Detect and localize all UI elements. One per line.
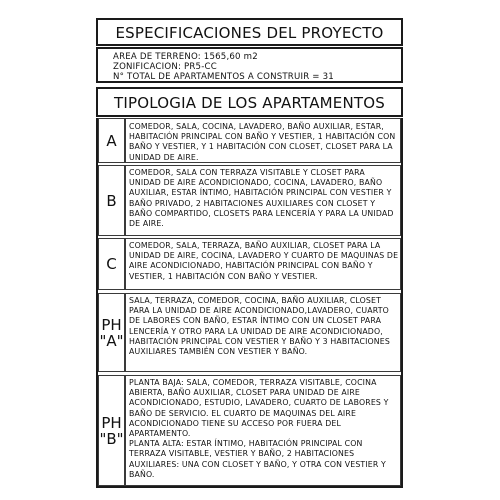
project-specs-title: ESPECIFICACIONES DEL PROYECTO [115, 24, 384, 42]
total-apartments-line: N° TOTAL DE APARTAMENTOS A CONSTRUIR = 31 [113, 72, 334, 82]
row-a-description [129, 122, 399, 163]
row-b-label: B [106, 191, 117, 210]
row-ph-b-label: PH "B" [99, 413, 124, 448]
row-c-description [129, 241, 399, 282]
project-specs-lines [113, 52, 334, 82]
row-ph-b-description [129, 378, 399, 480]
row-a-description-text: COMEDOR, SALA, COCINA, LAVADERO, BAÑO AUXILIAR, ESTAR, HABITACIÓN PRINCIPAL CON BAÑO Y VESTIER, 1 HABITACIÓN CON BAÑO Y VESTIER, Y 1 HABITACIÓN CON CLOSET, CLOSET PARA LA UNIDAD DE AIRE. [129, 122, 396, 162]
row-ph-a-description-text: SALA, TERRAZA, COMEDOR, COCINA, BAÑO AUXILIAR, CLOSET PARA LA UNIDAD DE AIRE ACONDICIONADO,LAVADERO, CUARTO DE LABORES CON BAÑO, ESTAR ÍNTIMO CON UN CLOSET PARA LENCERÍA Y OTRO PARA LA UNIDAD DE AIRE ACONDICIONADO, HABITACIÓN PRINCIPAL CON VESTIER Y BAÑO Y 3 HABITACIONES AUXILIARES TAMBIÉN CON VESTIER Y BAÑO. [129, 296, 390, 357]
terrain-area-line: AREA DE TERRENO: 1565,60 m2 [113, 52, 258, 62]
row-c-description-text: COMEDOR, SALA, TERRAZA, BAÑO AUXILIAR, CLOSET PARA LA UNIDAD DE AIRE, COCINA, LAVADERO Y CUARTO DE MAQUINAS DE AIRE ACONDICIONADO, HABITACIÓN PRINCIPAL CON BAÑO Y VESTIER, 1 HABITACIÓN CON BAÑO Y VESTIER. [129, 241, 399, 281]
project-specs-box [96, 47, 403, 83]
row-ph-b-ground-floor-text: PLANTA BAJA: SALA, COMEDOR, TERRAZA VISITABLE, COCINA ABIERTA, BAÑO AUXILIAR, CLOSET PARA UNIDAD DE AIRE ACONDICIONADO, ESTUDIO, LAVADERO, CUARTO DE LABORES Y BAÑO DE SERVICIO. EL CUARTO DE MAQUINAS DEL AIRE ACONDICIONADO TIENE SU ACCESO POR FUERA DEL APARTAMENTO. [129, 378, 389, 439]
row-b-description [129, 168, 399, 229]
row-ph-b-upper-floor-text: PLANTA ALTA: ESTAR ÍNTIMO, HABITACIÓN PRINCIPAL CON TERRAZA VISITABLE, VESTIER Y BAÑO, 2 HABITACIONES AUXILIARES: UNA CON CLOSET Y BAÑO, Y OTRA CON VESTIER Y BAÑO. [129, 439, 386, 479]
project-specs-title-box [96, 18, 403, 46]
row-c-label: C [106, 255, 117, 273]
zoning-line: ZONIFICACION: PR5-CC [113, 62, 217, 72]
apartment-types-title-box [96, 87, 403, 117]
apartment-types-title: TIPOLOGIA DE LOS APARTAMENTOS [114, 94, 385, 112]
row-ph-a-description [129, 296, 399, 357]
row-a-label: A [106, 131, 117, 150]
row-ph-a-label: PH "A" [99, 315, 124, 350]
row-b-description-text: COMEDOR, SALA CON TERRAZA VISITABLE Y CLOSET PARA UNIDAD DE AIRE ACONDICIONADO, COCINA, LAVADERO, BAÑO AUXILIAR, ESTAR ÍNTIMO, HABITACIÓN PRINCIPAL CON VESTIER Y BAÑO PRIVADO, 2 HABITACIONES AUXILIARES CON CLOSET Y BAÑO COMPARTIDO, CLOSETS PARA LENCERÍA Y PARA LA UNIDAD DE AIRE. [129, 168, 394, 229]
